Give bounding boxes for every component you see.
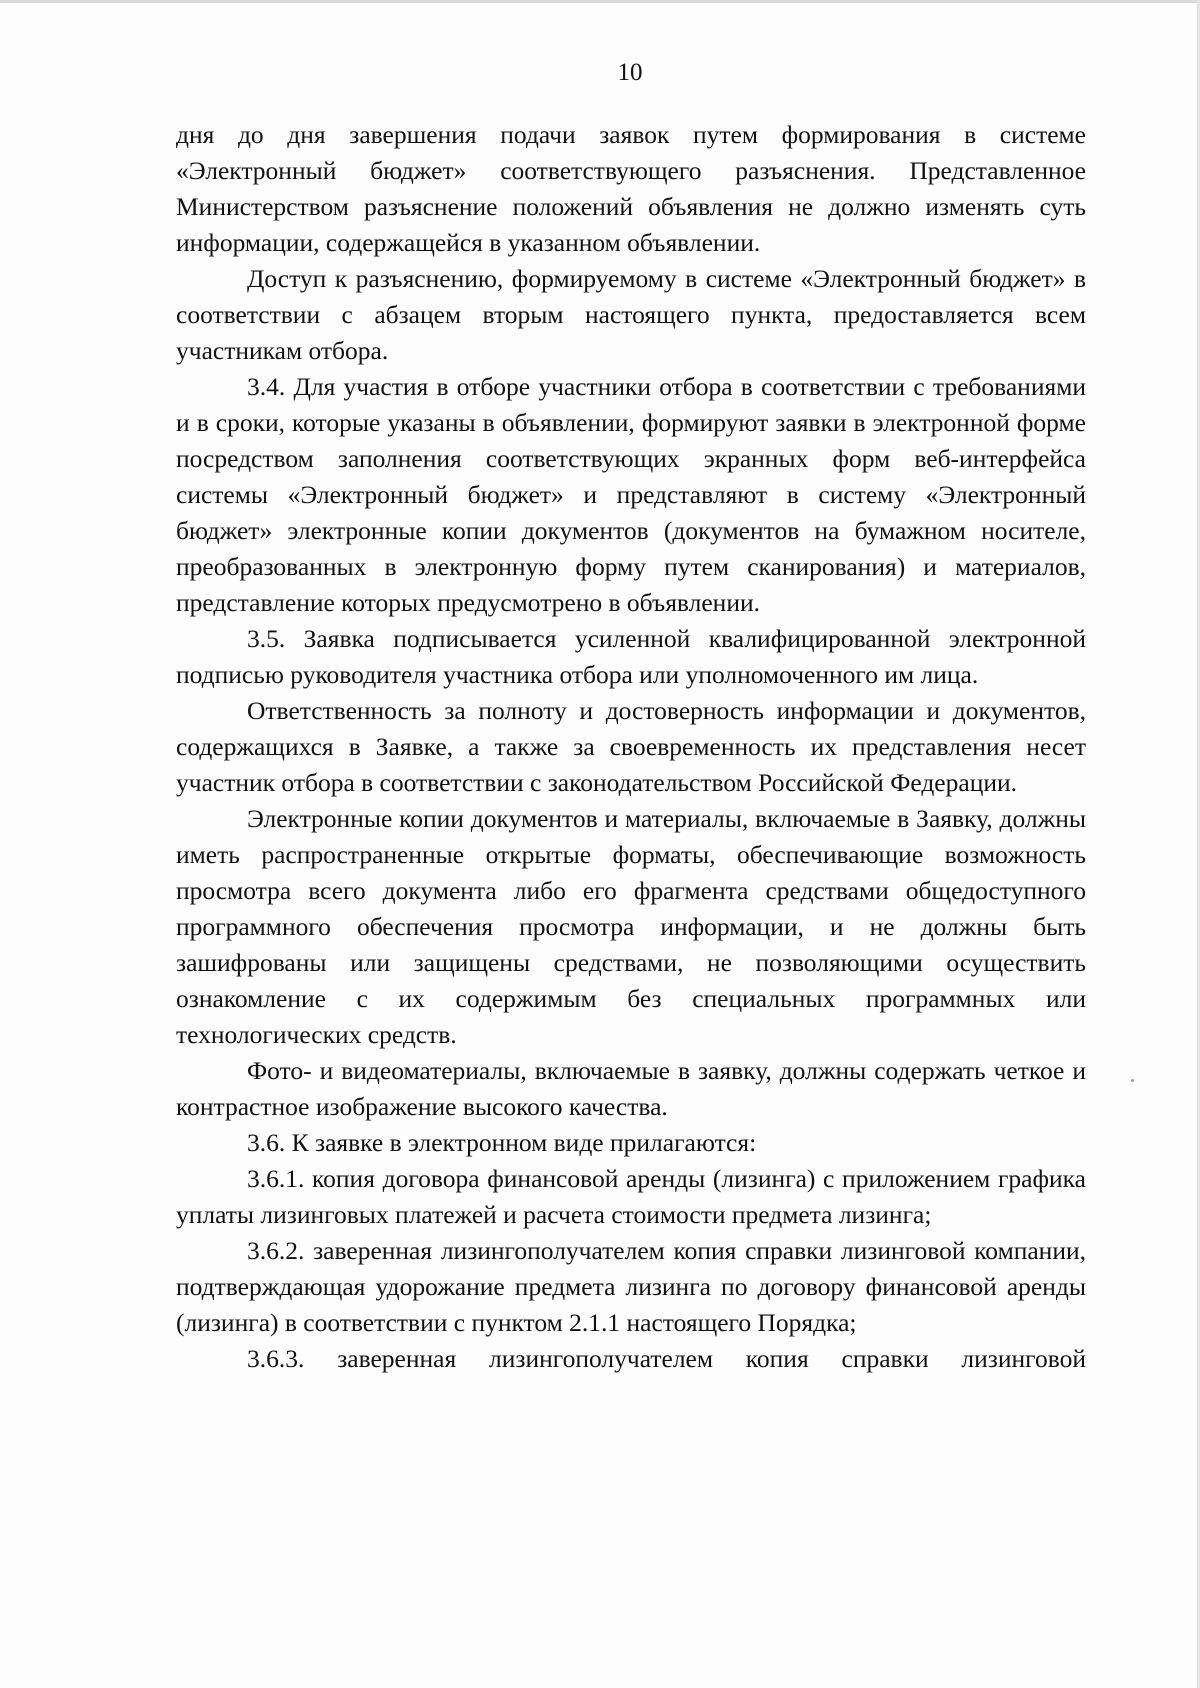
page-number: 10 <box>617 59 643 86</box>
scan-speck <box>1131 1079 1134 1082</box>
scan-edge-top <box>0 0 1200 3</box>
paragraph-3-5: 3.5. Заявка подписывается усиленной квалифицированной электронной подписью руководителя участника отбора или уполномоченного им лица. <box>176 624 1086 689</box>
document-body <box>176 117 1086 1377</box>
paragraph-3-6-1: 3.6.1. копия договора финансовой аренды (лизинга) с приложением графика уплаты лизинговых платежей и расчета стоимости предмета лизинга; <box>176 1164 1086 1229</box>
paragraph-photo-video: Фото- и видеоматериалы, включаемые в заявку, должны содержать четкое и контрастное изображение высокого качества. <box>176 1056 1086 1121</box>
paragraph-clarification-continued: дня до дня завершения подачи заявок путем формирования в системе «Электронный бюджет» соответствующего разъяснения. Представленное Министерством разъяснение положений объявления не должно изменять суть информации, содержащейся в указанном объявлении. <box>176 120 1086 257</box>
paragraph-clarification-access: Доступ к разъяснению, формируемому в системе «Электронный бюджет» в соответствии с абзацем вторым настоящего пункта, предоставляется всем участникам отбора. <box>176 264 1086 365</box>
paragraph-3-6: 3.6. К заявке в электронном виде прилагаются: <box>247 1128 757 1157</box>
paragraph-electronic-copies: Электронные копии документов и материалы, включаемые в Заявку, должны иметь распространенные открытые форматы, обеспечивающие возможность просмотра всего документа либо его фрагмента средствами общедоступного программного обеспечения просмотра информации, и не должны быть зашифрованы или защищены средствами, не позволяющими осуществить ознакомление с их содержимым без специальных программных или технологических средств. <box>176 804 1086 1049</box>
paragraph-3-6-2: 3.6.2. заверенная лизингополучателем копия справки лизинговой компании, подтверждающая удорожание предмета лизинга по договору финансовой аренды (лизинга) в соответствии с пунктом 2.1.1 настоящего Порядка; <box>176 1236 1086 1337</box>
paragraph-3-4: 3.4. Для участия в отборе участники отбора в соответствии с требованиями и в сроки, которые указаны в объявлении, формируют заявки в электронной форме посредством заполнения соответствующих экранных форм веб-интерфейса системы «Электронный бюджет» и представляют в систему «Электронный бюджет» электронные копии документов (документов на бумажном носителе, преобразованных в электронную форму путем сканирования) и материалов, представление которых предусмотрено в объявлении. <box>176 372 1086 617</box>
paragraph-3-6-3: 3.6.3. заверенная лизингополучателем копия справки лизинговой <box>247 1344 1086 1373</box>
paragraph-responsibility: Ответственность за полноту и достоверность информации и документов, содержащихся в Заявке, а также за своевременность их представления несет участник отбора в соответствии с законодательством Российской Федерации. <box>176 696 1086 797</box>
